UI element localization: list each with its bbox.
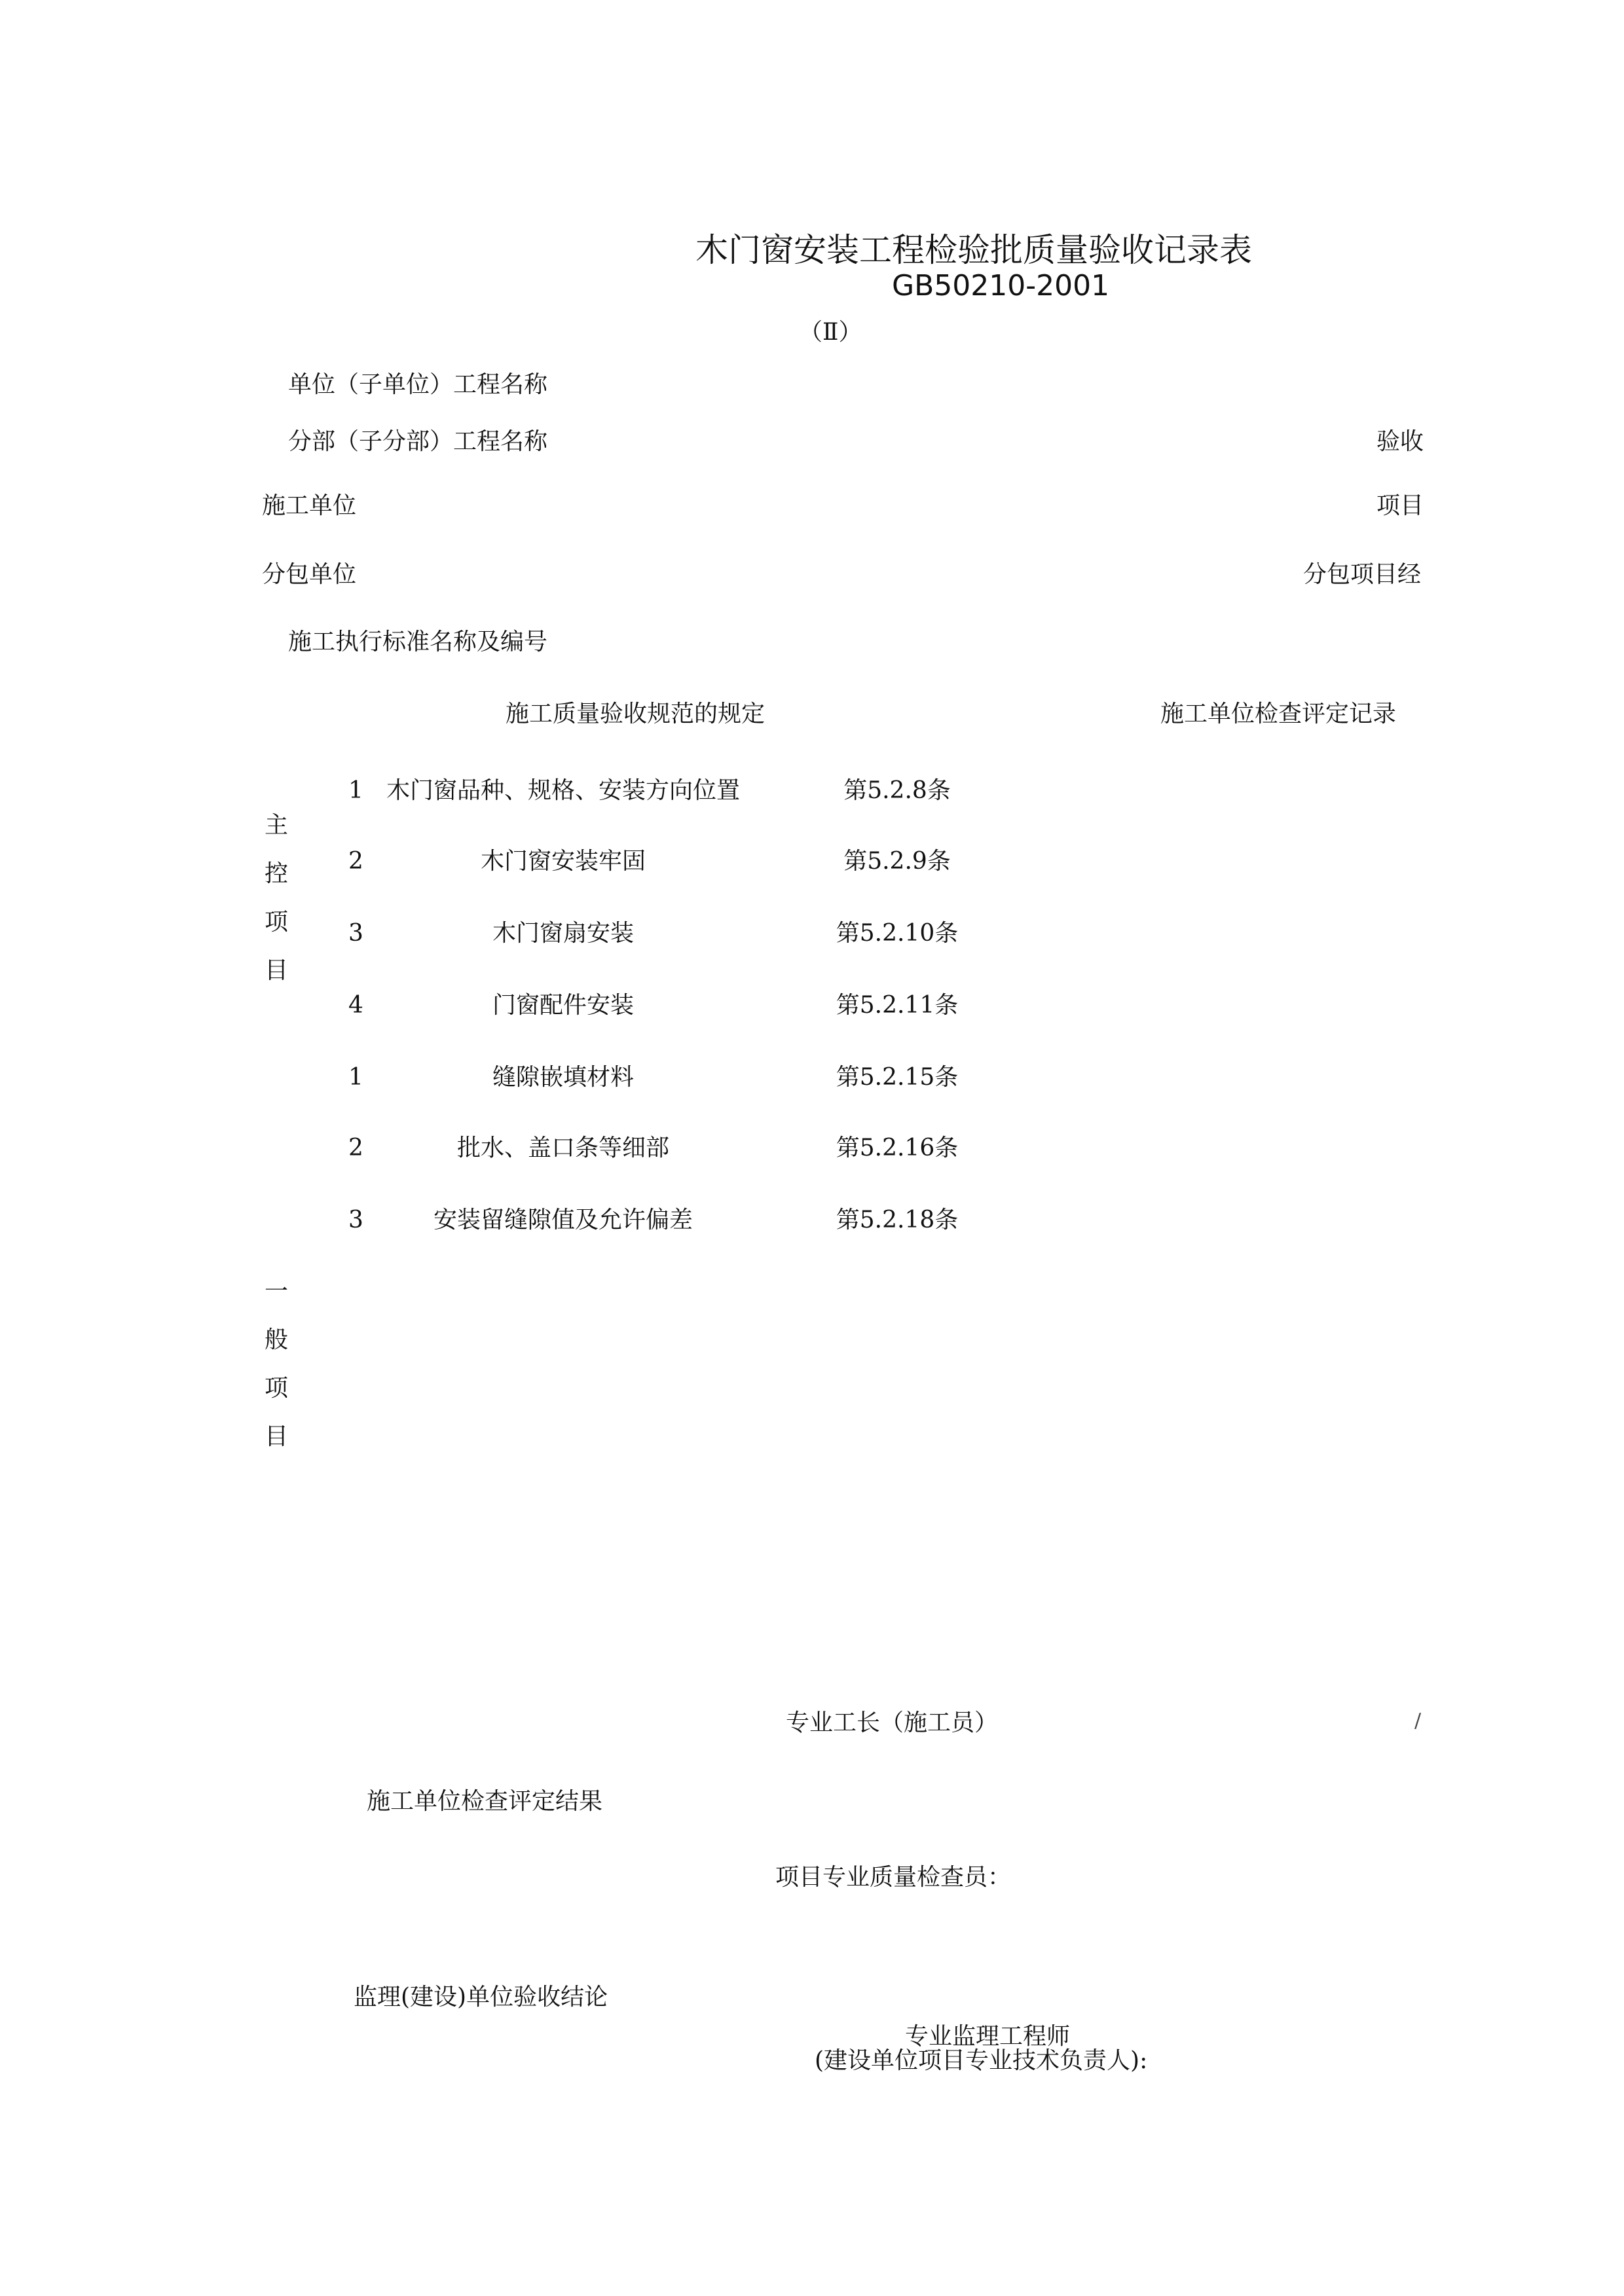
main-control-label	[263, 801, 289, 995]
main-control-char: 项	[264, 909, 288, 936]
supervising-engineer-label: 专业监理工程师	[905, 2023, 1071, 2050]
project-label: 项目	[1376, 492, 1424, 519]
general-items-label	[263, 1267, 289, 1461]
row-number: 2	[348, 1135, 363, 1161]
general-label-char: 项	[264, 1375, 288, 1402]
row-number: 2	[348, 848, 363, 875]
row-clause: 第5.2.11条	[836, 992, 959, 1019]
contractor-label: 施工单位	[262, 492, 357, 519]
row-number: 1	[348, 1064, 363, 1091]
row-clause: 第5.2.18条	[836, 1207, 959, 1233]
general-label-char: 目	[264, 1423, 288, 1450]
row-item: 安装留缝隙值及允许偏差	[433, 1207, 693, 1233]
row-item: 批水、盖口条等细部	[456, 1135, 669, 1161]
general-label-char: 般	[264, 1326, 288, 1353]
row-clause: 第5.2.10条	[836, 920, 959, 947]
supervision-conclusion-label: 监理(建设)单位验收结论	[354, 1984, 608, 2011]
row-clause: 第5.2.16条	[836, 1135, 959, 1161]
record-header: 施工单位检查评定记录	[1160, 701, 1397, 727]
part-number: （Ⅱ）	[799, 319, 862, 346]
acceptance-label: 验收	[1376, 428, 1424, 455]
row-item: 门窗配件安装	[492, 992, 634, 1019]
row-number: 4	[348, 992, 363, 1019]
division-project-name-label: 分部（子分部）工程名称	[288, 428, 548, 455]
sub-project-manager-label: 分包项目经	[1303, 561, 1422, 588]
row-item: 木门窗扇安装	[492, 920, 634, 947]
owner-rep-label: (建设单位项目专业技术负责人):	[815, 2047, 1148, 2074]
row-clause: 第5.2.9条	[843, 848, 951, 875]
row-clause: 第5.2.15条	[836, 1064, 959, 1091]
edge-mark: /	[1414, 1709, 1422, 1732]
standard-name-label: 施工执行标准名称及编号	[288, 629, 548, 655]
row-item: 缝隙嵌填材料	[492, 1064, 634, 1091]
subcontractor-label: 分包单位	[262, 561, 357, 588]
row-number: 1	[348, 777, 363, 804]
spec-header: 施工质量验收规范的规定	[506, 701, 766, 727]
row-clause: 第5.2.8条	[843, 777, 951, 804]
main-control-char: 目	[264, 957, 288, 984]
row-number: 3	[348, 920, 363, 947]
main-control-char: 控	[264, 860, 288, 887]
foreman-label: 专业工长（施工员）	[786, 1709, 999, 1736]
standard-code: GB50210-2001	[892, 269, 1110, 302]
contractor-result-label: 施工单位检查评定结果	[367, 1788, 603, 1815]
row-number: 3	[348, 1207, 363, 1233]
general-label-char: 一	[264, 1278, 288, 1305]
main-control-char: 主	[264, 812, 288, 839]
row-item: 木门窗品种、规格、安装方向位置	[386, 777, 740, 804]
page-title: 木门窗安装工程检验批质量验收记录表	[695, 231, 1252, 269]
qc-inspector-label: 项目专业质量检查员：	[775, 1864, 1012, 1891]
row-item: 木门窗安装牢固	[480, 848, 646, 875]
unit-project-name-label: 单位（子单位）工程名称	[288, 371, 548, 398]
